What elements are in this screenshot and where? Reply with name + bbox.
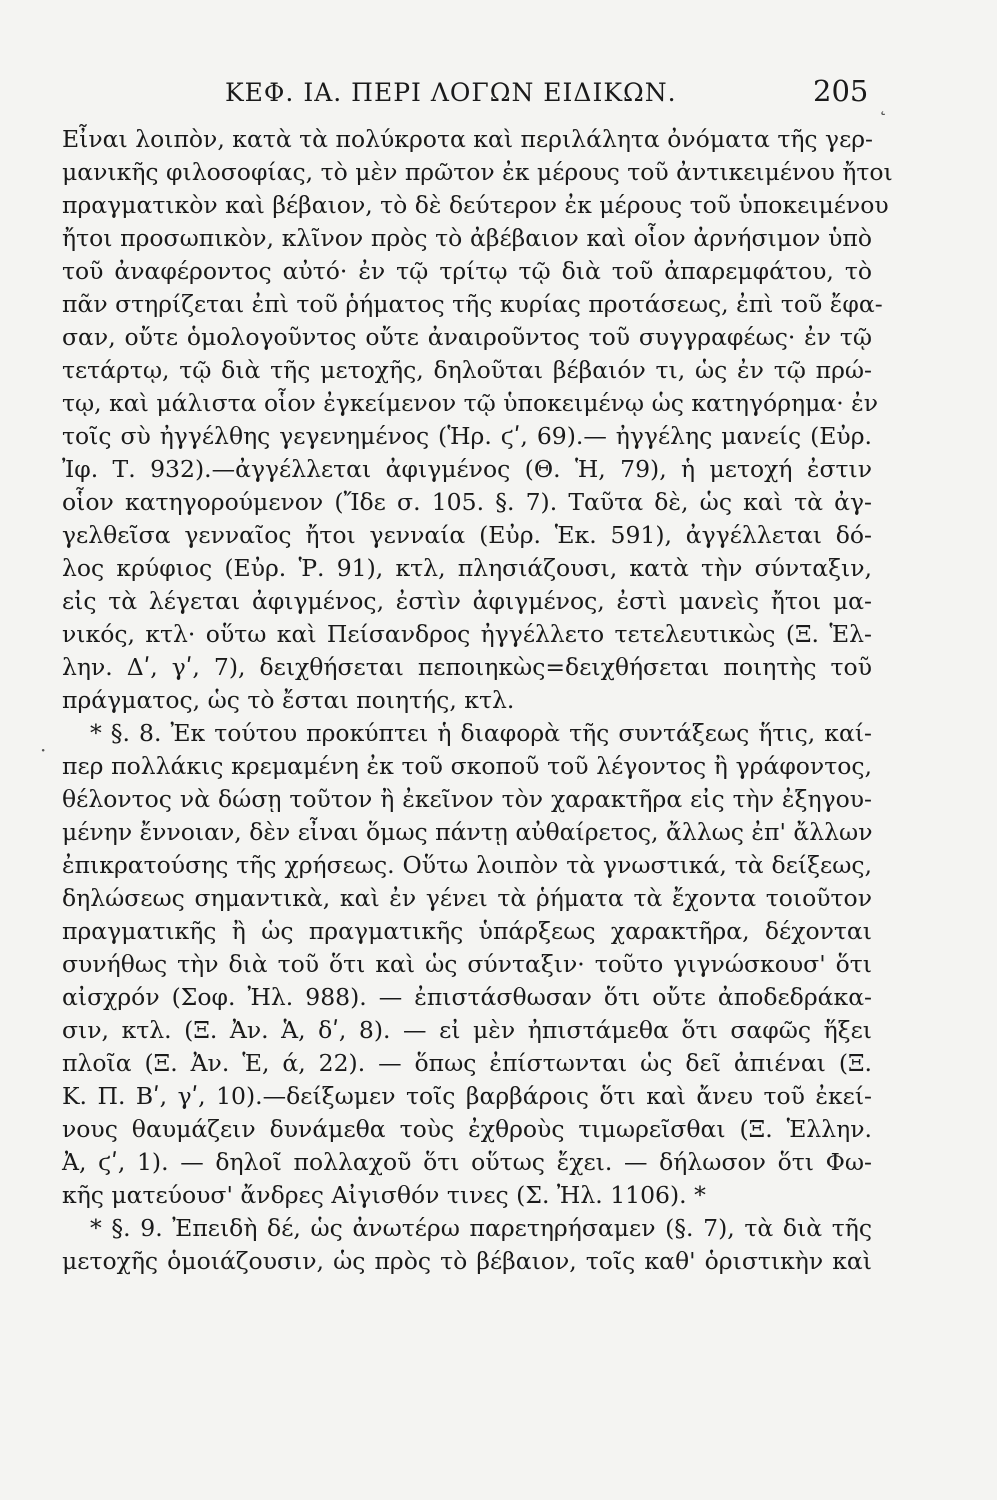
- text-line: πραγματικὸν καὶ βέβαιον, τὸ δὲ δεύτερον ἐκ μέρους τοῦ ὑποκειμένου: [62, 191, 889, 219]
- text-line: τετάρτῳ, τῷ διὰ τῆς μετοχῆς, δηλοῦται βέβαιόν τι, ὡς ἐν τῷ πρώ-: [62, 356, 872, 384]
- text-line: περ πολλάκις κρεμαμένη ἐκ τοῦ σκοποῦ τοῦ λέγοντος ἢ γράφοντος,: [62, 752, 872, 780]
- text-line: κῆς ματεύουσ' ἄνδρες Αἰγισθόν τινες (Σ. Ἠλ. 1106). *: [62, 1181, 706, 1209]
- text-line: πλοῖα (Ξ. Ἀν. Ἑ, ά, 22). — ὅπως ἐπίστωνται ὡς δεῖ ἀπιέναι (Ξ.: [62, 1049, 872, 1077]
- section-8-first-line: * §. 8. Ἐκ τούτου προκύπτει ἡ διαφορὰ τῆς συντάξεως ἥτις, καί-: [90, 719, 872, 747]
- text-line: μανικῆς φιλοσοφίας, τὸ μὲν πρῶτον ἐκ μέρους τοῦ ἀντικειμένου ἤτοι: [62, 158, 893, 186]
- text-line: Ἰφ. Τ. 932).—ἀγγέλλεται ἀφιγμένος (Θ. Ἡ, 79), ἡ μετοχή ἐστιν: [62, 455, 872, 483]
- text-line: λος κρύφιος (Εὐρ. Ῥ. 91), κτλ, πλησιάζουσι, κατὰ τὴν σύνταξιν,: [62, 554, 872, 582]
- text-line: πράγματος, ὡς τὸ ἔσται ποιητής, κτλ.: [62, 686, 515, 714]
- text-line: μένην ἔννοιαν, δὲν εἶναι ὅμως πάντῃ αὐθαίρετος, ἄλλως ἐπ' ἄλλων: [62, 818, 873, 846]
- text-line: συνήθως τὴν διὰ τοῦ ὅτι καὶ ὡς σύνταξιν· τοῦτο γιγνώσκουσ' ὅτι: [62, 950, 872, 978]
- text-line: εἰς τὰ λέγεται ἀφιγμένος, ἐστὶν ἀφιγμένος, ἐστὶ μανεὶς ἤτοι μα-: [62, 587, 872, 615]
- text-line: πᾶν στηρίζεται ἐπὶ τοῦ ῥήματος τῆς κυρίας προτάσεως, ἐπὶ τοῦ ἔφα-: [62, 290, 883, 318]
- text-line: τοῦ ἀναφέροντος αὐτό· ἐν τῷ τρίτῳ τῷ διὰ τοῦ ἀπαρεμφάτου, τὸ: [62, 257, 872, 285]
- margin-tick: ˛: [878, 92, 888, 116]
- text-line: Εἶναι λοιπὸν, κατὰ τὰ πολύκροτα καὶ περιλάλητα ὀνόματα τῆς γερ-: [62, 125, 874, 153]
- text-line: νους θαυμάζειν δυνάμεθα τοὺς ἐχθροὺς τιμωρεῖσθαι (Ξ. Ἑλλην.: [62, 1115, 872, 1143]
- text-line: Κ. Π. Βʹ, γʹ, 10).—δείξωμεν τοῖς βαρβάροις ὅτι καὶ ἄνευ τοῦ ἐκεί-: [62, 1082, 872, 1110]
- text-line: σαν, οὔτε ὁμολογοῦντος οὔτε ἀναιροῦντος τοῦ συγγραφέως· ἐν τῷ: [62, 323, 872, 351]
- text-line: αἰσχρόν (Σοφ. Ἠλ. 988). — ἐπιστάσθωσαν ὅτι οὔτε ἀποδεδράκα-: [62, 983, 872, 1011]
- text-line: πραγματικῆς ἢ ὡς πραγματικῆς ὑπάρξεως χαρακτῆρα, δέχονται: [62, 917, 872, 945]
- text-line: οἷον κατηγορούμενον (Ἴδε σ. 105. §. 7). Ταῦτα δὲ, ὡς καὶ τὰ ἀγ-: [62, 488, 872, 516]
- page-number: 205: [813, 74, 869, 108]
- text-line: ἤτοι προσωπικὸν, κλῖνον πρὸς τὸ ἀβέβαιον καὶ οἷον ἀρνήσιμον ὑπὸ: [62, 224, 872, 252]
- text-line: δηλώσεως σημαντικὰ, καὶ ἐν γένει τὰ ῥήματα τὰ ἔχοντα τοιοῦτον: [62, 884, 872, 912]
- margin-dot: ·: [40, 738, 47, 762]
- running-title: ΚΕΦ. ΙΑ. ΠΕΡΙ ΛΟΓΩΝ ΕΙΔΙΚΩΝ.: [225, 78, 677, 107]
- text-line: Ἀ, ϛʹ, 1). — δηλοῖ πολλαχοῦ ὅτι οὕτως ἔχει. — δήλωσον ὅτι Φω-: [62, 1148, 872, 1176]
- text-line: γελθεῖσα γενναῖος ἤτοι γενναία (Εὐρ. Ἑκ. 591), ἀγγέλλεται δό-: [62, 521, 872, 549]
- text-line: τῳ, καὶ μάλιστα οἷον ἐγκείμενον τῷ ὑποκειμένῳ ὡς κατηγόρημα· ἐν: [62, 389, 879, 417]
- text-line: σιν, κτλ. (Ξ. Ἀν. Ἁ, δʹ, 8). — εἰ μὲν ἠπιστάμεθα ὅτι σαφῶς ἥξει: [62, 1016, 872, 1044]
- text-line: ἐπικρατούσης τῆς χρήσεως. Οὕτω λοιπὸν τὰ γνωστικά, τὰ δείξεως,: [62, 851, 872, 879]
- text-line: νικός, κτλ· οὕτω καὶ Πείσανδρος ἠγγέλλετο τετελευτικὼς (Ξ. Ἑλ-: [62, 620, 872, 648]
- text-line: τοῖς σὺ ἠγγέλθης γεγενημένος (Ἡρ. ϛʹ, 69).— ἠγγέλης μανείς (Εὐρ.: [62, 422, 872, 450]
- text-line: θέλοντος νὰ δώσῃ τοῦτον ἢ ἐκεῖνον τὸν χαρακτῆρα εἰς τὴν ἐξηγου-: [62, 785, 872, 813]
- text-line: λην. Δʹ, γʹ, 7), δειχθήσεται πεποιηκὼς=δειχθήσεται ποιητὴς τοῦ: [62, 653, 872, 681]
- section-9-first-line: * §. 9. Ἐπειδὴ δέ, ὡς ἀνωτέρω παρετηρήσαμεν (§. 7), τὰ διὰ τῆς: [90, 1214, 872, 1242]
- text-line: μετοχῆς ὁμοιάζουσιν, ὡς πρὸς τὸ βέβαιον, τοῖς καθ' ὁριστικὴν καὶ: [62, 1247, 872, 1275]
